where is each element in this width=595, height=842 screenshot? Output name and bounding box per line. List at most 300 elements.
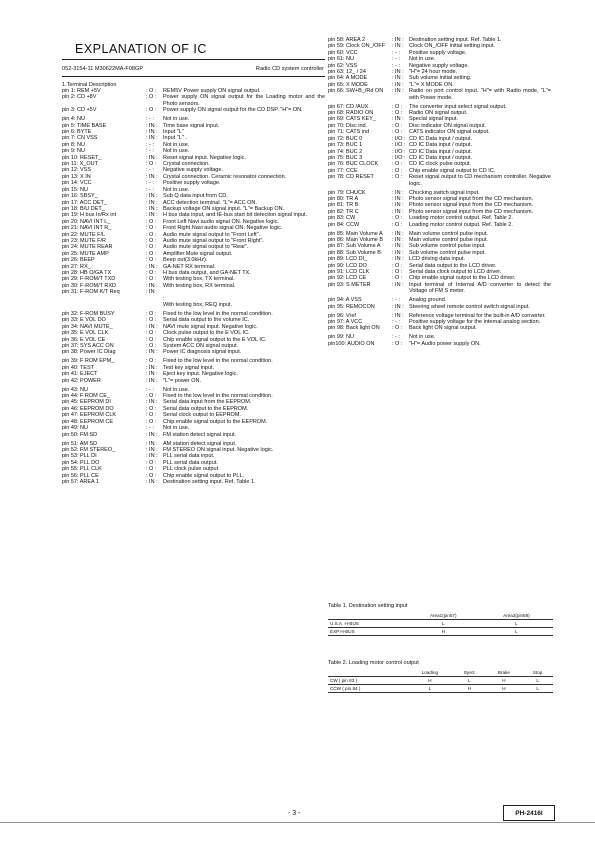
pin-io: : O : [146,459,157,466]
pin-io: : O : [146,276,157,283]
pin-io: : O : [146,94,157,101]
pin-lab: pin 55: PLL CLK [62,466,102,473]
pin-lab: pin 66: SW+B_/Rd ON [328,88,384,95]
pin-lab: pin 71: CATS ind [328,129,370,136]
pin-io: : IN : [146,173,158,180]
pin-io: : - : [146,425,154,432]
pin-lab: pin 94: A VSS [328,297,362,304]
pin-io: : O : [146,244,157,251]
pin-desc: "H"= Audio power supply ON. [409,340,481,347]
pin-lab: pin 79: CHUCK [328,189,366,196]
pin-row [62,432,325,438]
pin-desc: PLL serial data output. [163,459,218,466]
table-cell: L [522,685,553,693]
pin-desc: Chucking switch signal input. [409,189,480,196]
pin-desc: Test key signal input. [163,364,215,371]
pin-lab: pin 41: EJECT [62,371,98,378]
pin-lab: pin 85: Main Volume A [328,230,383,237]
pin-desc: Special signal input. [409,116,458,123]
pin-io: : IN : [146,135,158,142]
pin-desc: Input "L" . [163,135,187,142]
pin-lab: pin 14: VCC [62,180,92,187]
pin-desc: Serial data input from the EEPROM. [163,399,252,406]
pin-desc: Backup voltage ON signal input. "L"= Backup ON. [163,205,285,212]
table-header-cell [328,612,407,620]
pin-desc: The converter input select signal output. [409,103,507,110]
table-header-cell [328,669,407,677]
pin-desc: Power IC diagnosis signal input. [163,349,242,356]
pin-lab: pin 19: H bus In/Rx int [62,212,117,219]
pin-lab: pin 42: POWER [62,377,101,384]
pin-lab: pin 4: NU [62,116,85,123]
pin-lab: pin 59: Clock ON_/OFF [328,43,386,50]
pin-io: : IN [146,289,155,296]
page-number: - 3 - [288,810,301,817]
pin-desc: Chip enable signal output to the LCD driver. [409,275,516,282]
pin-desc: Eject key input. Negative logic. [163,371,238,378]
pin-desc: Serial data output to the LCD driver. [409,262,497,269]
pin-desc: Not in use. [163,386,190,393]
pin-io: : IN : [146,371,158,378]
pin-desc: With testing box, TX terminal. [163,276,235,283]
pin-desc: PLL clock pulse output [163,466,219,473]
pin-lab: pin 30: F-ROM/T RXD [62,282,116,289]
pin-lab: pin 27: RX_ [62,263,91,270]
pin-desc: Crystal connection. Ceramic resonator connection. [163,173,287,180]
pin-desc: Audio mute signal output to "Front Left". [163,231,261,238]
pin-desc: REM5V Power supply ON signal output. [163,88,261,94]
pin-lab: pin 70: Disc ind. [328,122,368,129]
pin-row [328,304,551,310]
ident-rule [62,76,325,77]
pin-io: : O : [392,122,403,129]
pin-lab: pin 16: SBSY_ [62,193,98,200]
pin-desc: Loading motor control output. Ref. Table 2. [409,215,513,222]
pin-lab: pin 92: LCD CE [328,275,367,282]
pin-desc: FM station detect signal input. [163,431,237,438]
pin-io: : O : [146,412,157,419]
pin-desc: Chip enable signal output to PLL. [163,472,245,479]
pin-desc: Amplifier Mute signal output. [163,250,233,257]
table-cell: H [502,678,506,683]
pin-io: : IN : [392,236,404,243]
pin-lab: pin 25: MUTE AMP [62,250,109,257]
pin-io: : O : [392,215,403,222]
pin-row [328,282,551,295]
pin-lab: pin 88: Sub Volume B [328,249,381,256]
pin-desc: Audio mute signal output to "Rear". [163,244,249,251]
pin-io: : O : [146,466,157,473]
pin-io: : IN : [392,75,404,82]
pin-io: : IN : [146,205,158,212]
pin-list-left [62,88,325,485]
pin-lab: pin 73: BUC 1 [328,142,363,149]
pin-io: : O : [392,103,403,110]
pin-desc: "H"= 24 hour mode. [409,69,458,76]
pin-io: : O : [392,129,403,136]
pin-lab: pin 18: B/U DET_ [62,205,105,212]
table-cell: L [407,685,454,693]
pin-row [62,378,325,384]
pin-lab: pin 95: REMOCON [328,303,375,310]
pin-lab: pin 99: NU [328,334,354,341]
pin-io: : - : [392,297,400,304]
pin-io: : O : [392,161,403,168]
pin-io: : - : [146,141,154,148]
pin-io: : O : [146,317,157,324]
table-cell: L [515,621,518,626]
table-row [328,677,553,685]
pin-lab: pin 9: NU [62,148,85,155]
pin-lab: pin 36: E VOL CE [62,336,106,343]
pin-desc: Serial data clock output to LCD driver. [409,269,502,275]
pin-desc: Reference voltage terminal for the built-in A/D converter. [409,312,546,319]
pin-lab: pin 81: TR B [328,202,359,209]
pin-desc: ACC detection terminal. "L"= ACC ON. [163,199,257,206]
pin-row [62,302,325,308]
pin-desc: With testing box, REQ input. [163,302,233,308]
pin-lab: pin 77: CCE [328,167,358,174]
pin-desc: H bus data output, and GA-NET TX. [163,269,251,276]
pin-io: : - : [146,180,154,187]
pin-io: : IN : [146,323,158,330]
ic-part-number: 052-3154-11 M30622MA-F08GP [62,66,144,72]
pin-lab: pin 34: NAVI MUTE_ [62,323,113,330]
pin-lab: pin 47: EEPROM CLK [62,412,117,419]
pin-lab: pin 10: RESET_ [62,154,102,161]
pin-io: : O : [146,269,157,276]
pin-desc: Reset signal output to CD mechanism controller. Negative logic. [409,174,551,187]
pin-desc: Serial clock output to EEPROM. [163,412,241,419]
pin-desc: Destination setting input. Ref. Table 1. [163,478,256,485]
pin-io: : O : [392,174,403,181]
pin-list-right [328,37,551,347]
pin-io: : IN : [392,208,404,215]
pin-lab: pin 60: VCC [328,49,358,56]
pin-desc: Negative supply voltage. [409,62,469,69]
destination-setting-table [328,612,553,636]
pin-row [62,94,325,107]
pin-desc: Radio ON signal output. [409,110,468,117]
pin-desc: Photo sensor signal input from the CD mechanism. [409,208,534,215]
pin-lab: pin 17: ACC DET_ [62,199,107,206]
pin-io: : O : [392,221,403,228]
pin-desc: Negative supply voltage. [163,167,223,174]
pin-lab: pin 11: X_OUT [62,161,98,168]
pin-io: : O : [146,225,157,232]
pin-desc: Crystal connection. [163,161,210,168]
pin-desc: Serial data output to the EEPROM. [163,405,249,412]
pin-desc: Sub volume initial setting. [409,75,472,82]
pin-lab: pin 32: F-ROM BUSY [62,311,115,317]
pin-io: : O : [392,262,403,269]
pin-io: : IN : [392,116,404,123]
pin-lab: pin 80: TR A [328,195,359,202]
pin-desc: CD IC Data input / output. [409,135,472,142]
pin-desc: FM STEREO ON signal input. Negative logic. [163,446,274,453]
pin-desc: GA-NET RX terminal. [163,263,216,270]
pin-desc: Power supply ON signal output for the Loading motor and the Photo sensors. [163,94,325,107]
pin-lab: pin 72: BUC 0 [328,135,363,142]
pin-io: : IN : [146,399,158,406]
pin-lab: pin 87: Sub Volume A [328,243,381,250]
pin-lab: pin 76: BUC CLOCK [328,161,379,168]
pin-lab: pin 3: CD +5V [62,107,97,114]
table-cell: L [441,621,445,626]
pin-desc: Not in use. [163,148,190,155]
pin-desc: Not in use. [163,141,190,148]
pin-io: : IN : [392,37,404,43]
pin-io: : IN : [392,230,404,237]
pin-row [328,325,551,331]
pin-desc: Chip enable signal output to CD IC. [409,167,496,174]
pin-io: : - : [392,319,400,326]
section-heading: 1.Terminal Description [62,82,117,88]
pin-io: : O : [146,161,157,168]
pin-io: : O : [146,107,157,114]
pin-io: : O : [146,311,157,317]
pin-lab: pin 53: PLL DI [62,453,97,460]
pin-io: : - : [392,62,400,69]
pin-io: : O : [146,88,157,94]
pin-desc: Clock pulse output to the E VOL IC. [163,330,250,337]
pin-lab: pin 13: X IN [62,173,91,180]
pin-io: : IN : [392,202,404,209]
title-rule [62,59,325,60]
pin-row [328,341,551,347]
pin-desc: Front Right Navi audio signal ON. Negative logic. [163,225,283,232]
pin-lab: pin 20: NAVI INT L_ [62,218,111,225]
table-row [328,620,553,628]
pin-desc: Not in use. [163,116,190,123]
pin-row [328,222,551,228]
pin-desc: Not in use. [163,425,190,432]
pin-lab: pin 12: VSS [62,167,92,174]
pin-io: : - : [146,167,154,174]
pin-lab: pin 6: BYTE [62,129,92,136]
pin-io: : O : [146,336,157,343]
pin-desc: "L"= power ON. [163,377,201,384]
pin-desc: System ACC ON signal output. [163,343,239,350]
pin-lab: pin 50: FM SD [62,431,98,438]
pin-io: : - : [392,49,400,56]
pin-io: : - : [146,116,154,123]
pin-io: : O : [146,231,157,238]
pin-lab: pin 63: 12_ / 24 [328,69,366,76]
pin-io: : O : [392,167,403,174]
pin-desc: Serial data output to the volume IC. [163,317,250,324]
table-cell: L [536,678,539,683]
pin-io: : - : [146,386,154,393]
table-header-cell: Area2(pin58) [480,612,553,620]
pin-lab: pin 89: LCD DI_ [328,256,368,263]
pin-lab: pin 52: FM STEREO_ [62,446,116,453]
pin-lab: pin 74: BUC 2 [328,148,363,155]
pin-io: : IN : [146,199,158,206]
pin-lab: pin 39: F ROM EPM_ [62,358,115,365]
pin-desc: LCD driving data input. [409,256,465,263]
pin-io: : O : [146,218,157,225]
pin-io: : IN : [392,195,404,202]
pin-desc: Not in use. [409,56,436,63]
table-cell: CW ( pin 83 ) [330,678,358,683]
table-header-cell: Eject [453,669,486,677]
pin-desc: CD IC clock pulse output. [409,161,472,168]
pin-lab: pin 93: S METER [328,281,371,288]
pin-io: : IN : [392,43,404,50]
pin-desc: Positive supply voltage. [163,180,221,187]
pin-row [62,349,325,355]
pin-desc: Fixed to the low level in the normal condition. [163,393,273,400]
pin-io: : IN : [146,377,158,384]
pin-lab: pin 2: CD +8V [62,94,97,101]
pin-desc: Audio mute signal output to "Front Right". [163,237,264,244]
table-cell: CCW ( pin 84 ) [328,685,407,693]
pin-io: : IN : [146,453,158,460]
pin-lab: pin 51: AM SD [62,440,98,447]
pin-io: : IN : [146,282,158,289]
pin-io: : IN : [392,81,404,88]
pin-lab: pin 49: NU [62,425,88,432]
pin-io: : O : [146,237,157,244]
pin-desc: Input "L" [163,129,184,136]
pin-lab: pin 58: AREA 2 [328,37,365,43]
pin-io: : IN : [146,154,158,161]
pin-lab: pin 28: HB O/GA TX [62,269,112,276]
table-header-row [328,669,553,677]
pin-desc: CD IC Data input / output. [409,154,472,161]
pin-desc: Fixed to the low level in the normal condition. [163,358,273,365]
table-cell: EXP H-BUS [328,628,407,636]
pin-io: : IN : [146,431,158,438]
pin-lab: pin 43: NU [62,386,88,393]
pin-desc: CD IC Data input / output. [409,142,472,149]
pin-io: : - : [146,186,154,193]
pin-desc: Positive supply voltage. [409,49,467,56]
pin-desc: Steering wheel remote control switch signal input. [409,303,530,310]
table-cell: H [486,685,523,693]
pin-desc: Front Left Navi audio signal ON. Negative logic. [163,218,279,225]
pin-lab: pin 68: RADIO ON [328,110,374,117]
table-header-row [328,612,553,620]
pin-io: : O : [146,250,157,257]
pin-desc: With testing box, RX terminal. [163,282,236,289]
pin-io: : O : [146,330,157,337]
pin-desc: : [163,295,165,302]
pin-lab: pin 1: REM +5V [62,88,101,94]
pin-io: : O : [146,418,157,425]
pin-desc: Main volume control pulse input. [409,236,488,243]
pin-io: : IN : [392,281,404,288]
pin-desc: Photo sensor signal input from the CD mechanism. [409,195,534,202]
page-title: EXPLANATION OF IC [75,42,207,56]
pin-desc: AM station detect signal input. [163,440,237,447]
pin-io: : IN : [146,446,158,453]
pin-lab: pin 7: CN VSS [62,135,98,142]
pin-io: : IN : [146,364,158,371]
pin-lab: pin 96: Vref [328,312,356,319]
pin-io: : - : [392,56,400,63]
pin-io: : O : [146,393,157,400]
pin-lab: pin 26: BEEP [62,257,95,264]
pin-row [62,479,325,485]
pin-lab: pin 33: E VOL DO [62,317,106,324]
pin-desc: CD IC Data input / output. [409,148,472,155]
pin-lab: pin 56: PLL CE [62,472,99,479]
pin-io: : IN : [392,189,404,196]
pin-desc: Loading motor control output. Ref. Table 2. [409,221,513,228]
pin-desc: Back light ON signal output. [409,325,477,332]
pin-io: : O : [146,257,157,264]
pin-lab: pin 54: PLL DO [62,459,100,466]
pin-io: : O : [392,110,403,117]
model-number: PH-2416I [515,809,543,817]
pin-io: : O : [392,325,403,332]
pin-lab: pin 15: NU [62,186,88,193]
ic-function: Radio CD system controller [255,66,324,72]
pin-desc: Time base signal input. [163,122,220,129]
pin-lab: pin 82: TR C [328,208,359,215]
pin-lab: pin 8: NU [62,141,85,148]
pin-desc: Power supply ON signal output for the CD DSP. "H"= ON. [163,107,303,114]
table2-caption: Table 2. Loading motor control output [328,660,419,666]
pin-lab: pin 57: AREA 1 [62,478,99,485]
pin-io: : IN : [392,312,404,319]
pin-desc: PLL serial data input. [163,453,215,460]
pin-io: : IN : [146,478,158,485]
pin-lab: pin 83: CW [328,215,356,222]
pin-row [328,174,551,187]
pin-lab: pin 24: MUTE REAR [62,244,113,251]
pin-io: : IN : [392,243,404,250]
pin-lab: pin 44: F ROM CE_ [62,393,110,400]
pin-desc: Analog ground. [409,297,447,304]
pin-lab: pin 45: EEPROM DI [62,399,111,406]
table-header-cell: Brake [486,669,523,677]
pin-io: : O : [392,269,403,275]
pin-lab: pin 78: CD RESET [328,174,374,181]
pin-lab: pin 67: CD /AUX [328,103,369,110]
pin-lab: pin 64: A MODE [328,75,368,82]
pin-io: : I/O : [392,154,406,161]
pin-desc: Disc indicator ON signal output. [409,122,487,129]
model-number-box [503,805,555,821]
pin-io: : O : [392,340,403,347]
pin-desc: Sub volume control pulse input. [409,243,486,250]
pin-desc: Chip enable signal output to the E VOL IC. [163,336,267,343]
pin-io: : IN : [146,440,158,447]
table-cell: L [480,628,553,636]
pin-desc: Reset signal input. Negative logic. [163,154,246,161]
pin-io: : IN : [392,88,404,95]
pin-desc: Destination setting input. Ref. Table 1. [409,37,502,43]
pin-desc: Main volume control pulse input. [409,230,488,237]
pin-io: : IN : [392,303,404,310]
pin-lab: pin 37: SYS ACC ON [62,343,114,350]
pin-desc: Input terminal of Internal A/D converter to detect the Voltage of FM S meter. [409,281,551,295]
pin-io: : IN : [146,193,158,200]
pin-io: : I/O : [392,148,406,155]
pin-io: : - : [146,148,154,155]
table-row [328,628,553,636]
pin-desc: Beep out(3.0kHz). [163,257,208,264]
pin-io: : O : [146,472,157,479]
pin-desc: Sub Q data input from CD. [163,193,228,200]
pin-lab: pin 98: Back light ON [328,325,380,332]
pin-io: : IN : [146,122,158,129]
table1-caption: Table 1. Destination setting input [328,603,408,609]
pin-io: : O : [392,275,403,282]
